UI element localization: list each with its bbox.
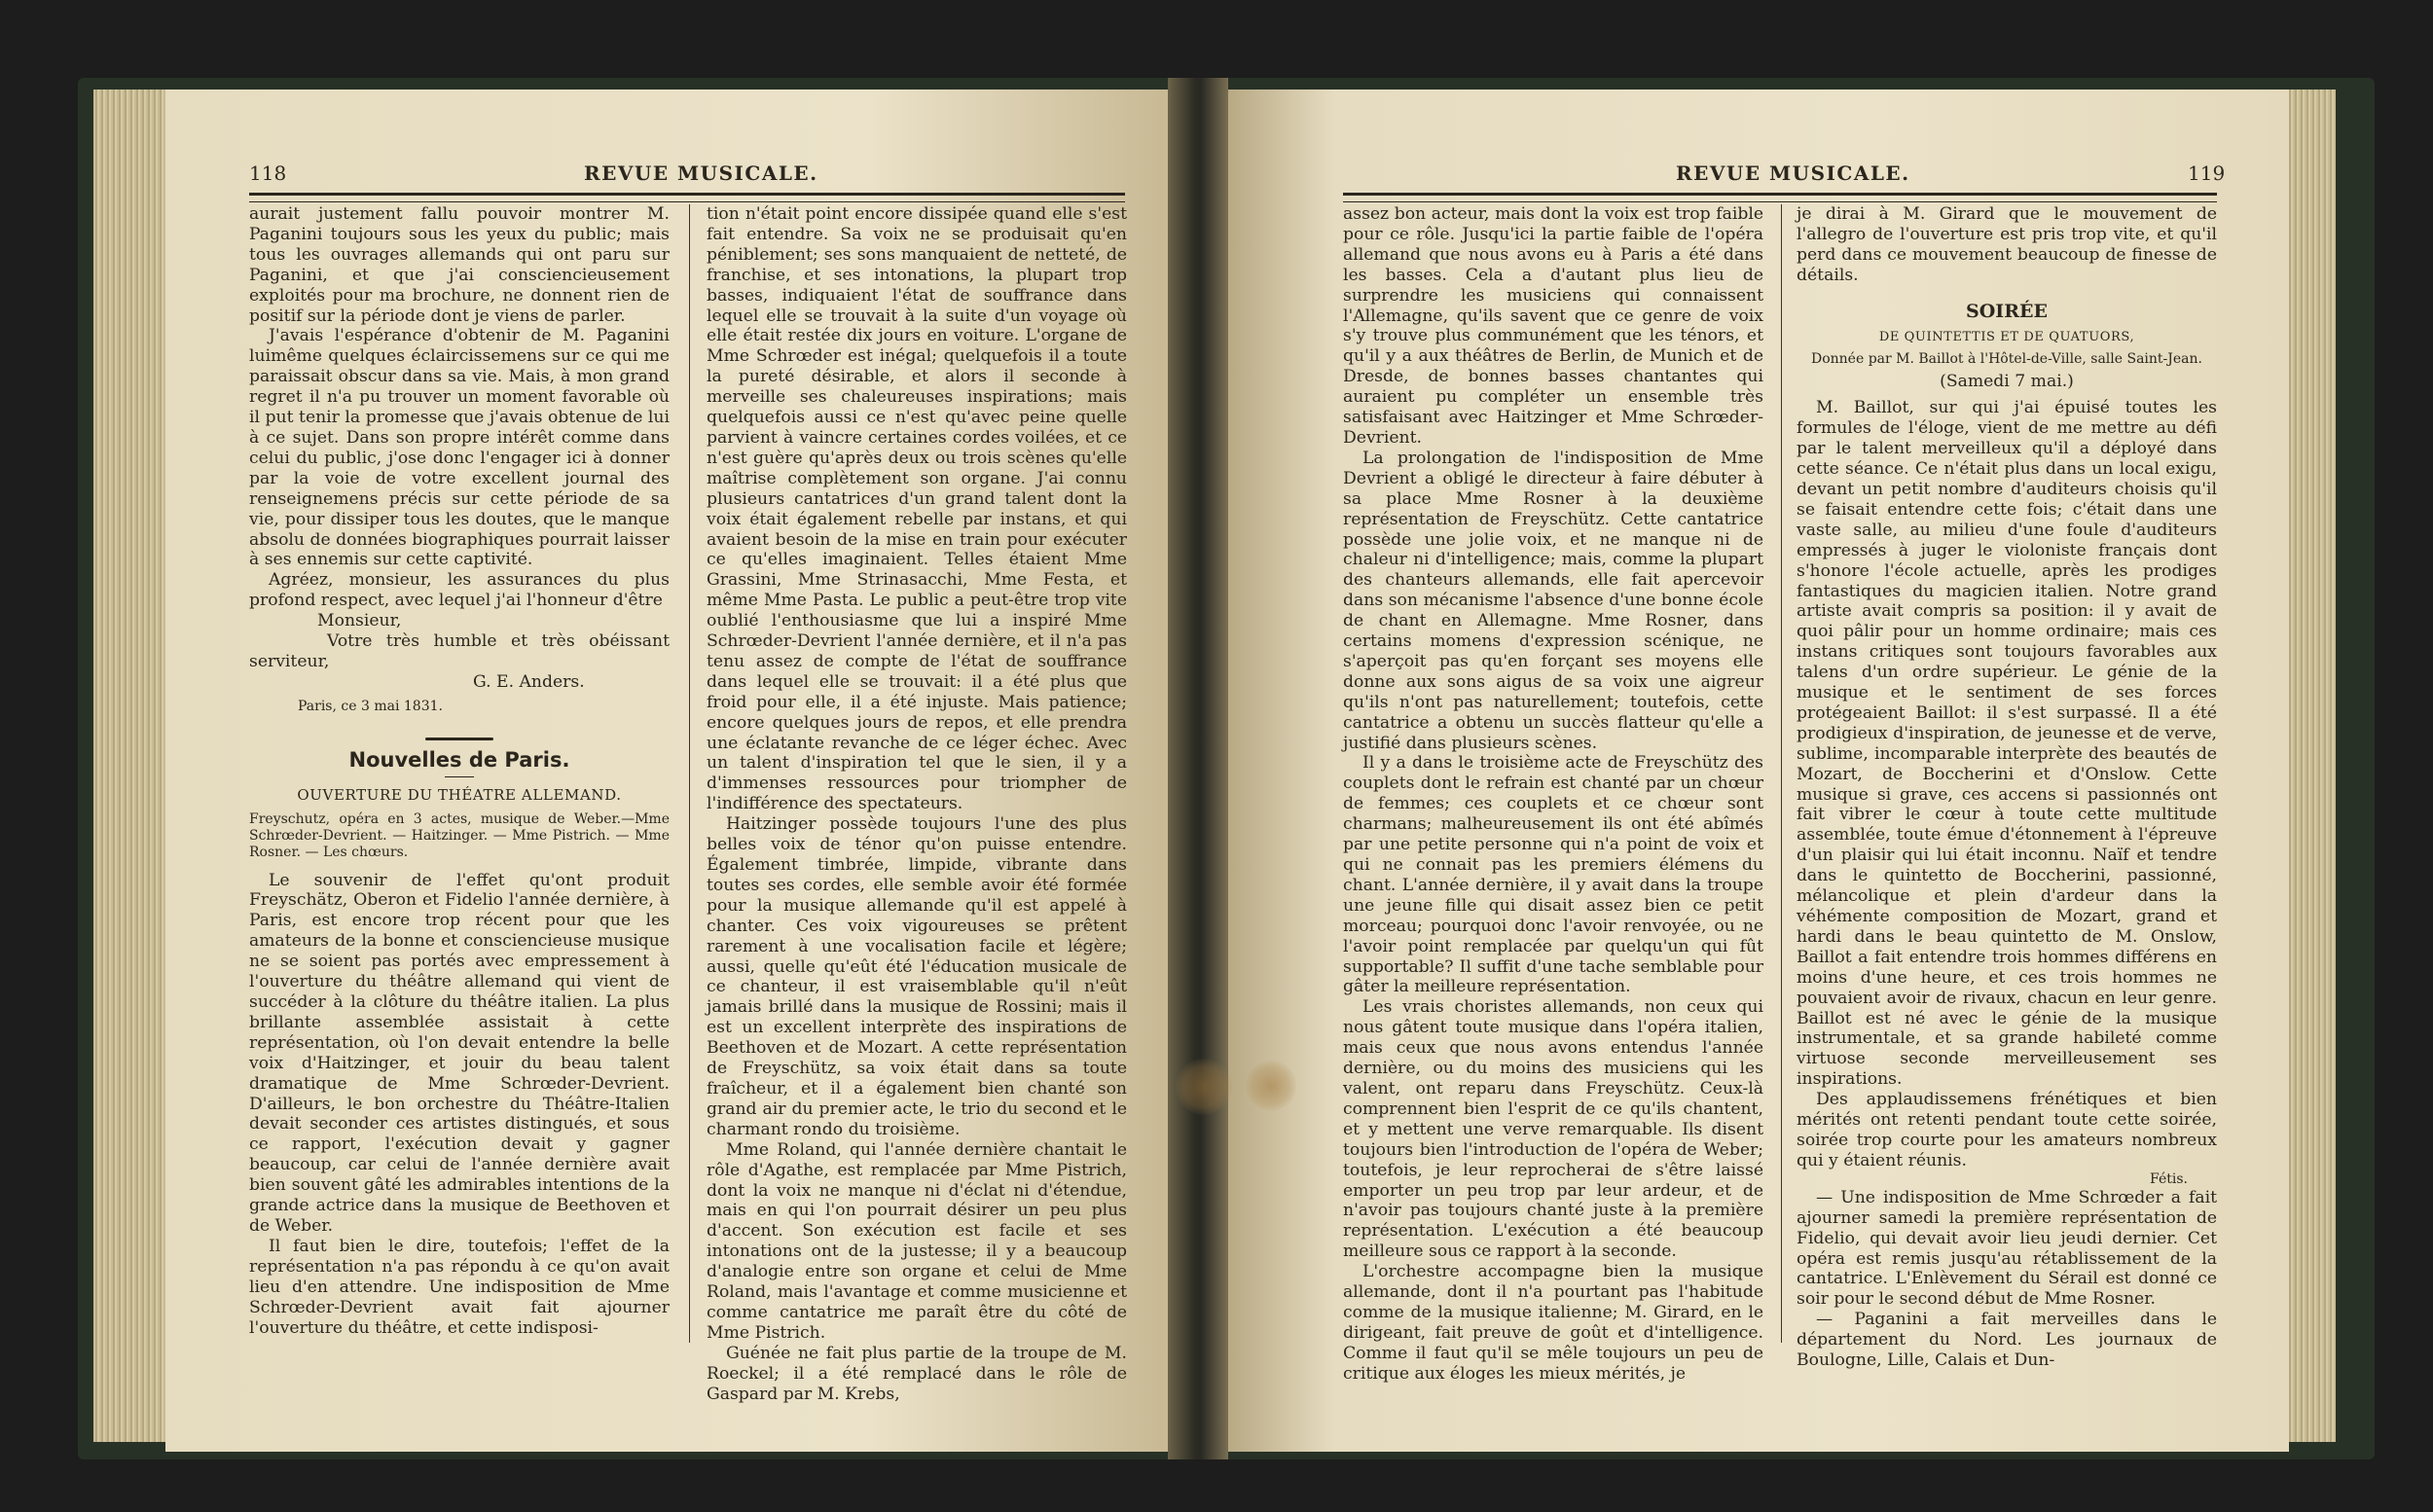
article-title: OUVERTURE DU THÉATRE ALLEMAND. [297,785,622,804]
paragraph: Haitzinger possède toujours l'une des plus belles voix de ténor qu'on puisse entendre. Également timbrée, limpide, vibrante dans toutes ses cordes, elle semble avoir été formée pour la musique allemande qu'il est appelé à chanter. Ces voix vigoureuses se prêtent rarement à une vocalisation facile et légère; aussi, quelle qu'eût été l'éducation musicale de ce chanteur, il est vraisemblable qu'il n'eût jamais brillé dans la musique de Rossini; mais il est un excellent interprète des inspirations de Beethoven et de Mozart. A cette représentation de Freyschütz, sa voix était dans sa toute fraîcheur, et il a également bien chanté son grand air du premier acte, le trio du second et le charmant rondo du troisième. [707,814,1127,1139]
header-rule-left [249,193,1125,202]
page-number-left: 118 [249,162,287,185]
right-page-column-2 [1797,204,2217,1371]
paragraph: je dirai à M. Girard que le mouvement de l'allegro de l'ouverture est pris trop vite, et qu'il perd dans ce mouvement beaucoup de finesse de détails. [1797,204,2217,285]
header-rule-right [1343,193,2217,202]
closing: Votre très humble et très obéissant serviteur, [249,631,670,671]
column-divider [1781,204,1782,1343]
paragraph: Mme Roland, qui l'année dernière chantait le rôle d'Agathe, est remplacée par Mme Pistrich, dont la voix ne manque ni d'éclat ni d'étendue, mais en qui l'on pourrait désirer un peu plus d'accent. Son exécution est facile et ses intonations ont de la justesse; il y a beaucoup d'analogie entre son organe et celui de Mme Roland, mais l'avantage et comme musicienne et comme cantatrice me paraît être du côté de Mme Pistrich. [707,1139,1127,1343]
paragraph: tion n'était point encore dissipée quand elle s'est fait entendre. Sa voix ne se produisait qu'en péniblement; ses sons manquaient de netteté, de franchise, et ses intonations, la plupart trop basses, indiquaient l'état de souffrance dans lequel elle se trouvait à la suite d'un voyage où elle était restée dix jours en voiture. L'organe de Mme Schrœder est inégal; quelquefois il a toute la pureté désirable, et alors il seconde à merveille ses chaleureuses inspirations; mais quelquefois aussi ce n'est qu'avec peine quelle parvient à vaincre certaines cordes voilées, et ce n'est guère qu'après deux ou trois scènes qu'elle maîtrise complètement son organe. J'ai connu plusieurs cantatrices d'un grand talent dont la voix était également rebelle par instans, et qui avaient besoin de la mise en train pour exécuter ce qu'elles imaginaient. Telles étaient Mme Grassini, Mme Strinasacchi, Mme Festa, et même Mme Pasta. Le public a peut-être trop vite oublié l'enthousiasme que lui a inspiré Mme Schrœder-Devrient l'année dernière, et il n'a pas tenu assez de compte de l'état de souffrance dans lequel elle se trouvait: il a été plus que froid pour elle, il a été injuste. Mais patience; encore quelques jours de repos, et elle prendra une éclatante revanche de ce léger échec. Avec un talent d'inspiration tel que le sien, il y a d'immenses ressources pour triompher de l'indifférence des spectateurs. [707,204,1127,814]
page-edges-left [93,90,165,1442]
paragraph: Le souvenir de l'effet qu'ont produit Freyschätz, Oberon et Fidelio l'année dernière, à Paris, est encore trop récent pour que les amateurs de la bonne et consciencieuse musique ne se soient pas portés avec empressement à l'ouverture du théâtre allemand qui vient de succéder à la clôture du théâtre italien. La plus brillante assemblée assistait à cette représentation, où l'on devait entendre la belle voix d'Haitzinger, et jouir du beau talent dramatique de Mme Schrœder-Devrient. D'ailleurs, le bon orchestre du Théâtre-Italien devait seconder ces artistes distingués, et sous ce rapport, l'exécution devait y gagner beaucoup, car celui de l'année dernière avait bien souvent gâté les admirables intentions de la grande actrice dans la musique de Beethoven et de Weber. [249,870,670,1236]
signature: G. E. Anders. [473,671,585,692]
paragraph: Des applaudissemens frénétiques et bien mérités ont retenti pendant toute cette soirée, soirée trop courte pour les amateurs nombreux qui y étaient réunis. [1797,1090,2217,1170]
section-heading: SOIRÉE [1966,300,2048,322]
cast-list: Freyschutz, opéra en 3 actes, musique de Weber.—Mme Schrœder-Devrient. — Haitzinger. — Mme Pistrich. — Mme Rosner. — Les chœurs. [249,810,670,860]
paragraph: assez bon acteur, mais dont la voix est trop faible pour ce rôle. Jusqu'ici la partie faible de l'opéra allemand que nous avons eu à Paris a été dans les basses. Cela a d'autant plus lieu de surprendre les musiciens qui connaissent l'Allemagne, qu'ils savent que ce genre de voix s'y trouve plus communément que les ténors, et qu'il y a aux théâtres de Berlin, de Munich et de Dresde, de bonnes basses chantantes qui auraient pu compléter un ensemble très satisfaisant avec Haitzinger et Mme Schrœder-Devrient. [1343,204,1763,448]
page-edges-right [2287,90,2336,1442]
paragraph: Agréez, monsieur, les assurances du plus profond respect, avec lequel j'ai l'honneur d'être [249,570,670,611]
right-page-column-1 [1343,204,1763,1385]
paragraph: — Une indisposition de Mme Schrœder a fait ajourner samedi la première représentation de Fidelio, qui devait avoir lieu jeudi dernier. Cet opéra est remis jusqu'au rétablissement de la cantatrice. L'Enlèvement du Sérail est donné ce soir pour le second début de Mme Rosner. [1797,1187,2217,1310]
given-by-line: Donnée par M. Baillot à l'Hôtel-de-Ville, salle Saint-Jean. [1810,351,2202,368]
left-page-column-1 [249,204,670,1338]
paragraph: Guénée ne fait plus partie de la troupe de M. Roeckel; il a été remplacé dans le rôle de Gaspard par M. Krebs, [707,1343,1127,1404]
ornament-divider [249,729,670,740]
paragraph: Il faut bien le dire, toutefois; l'effet de la représentation n'a pas répondu à ce qu'on avait lieu d'en attendre. Une indisposition de Mme Schrœder-Devrient avait fait ajourner l'ouverture du théâtre, et cette indisposi- [249,1236,670,1338]
paragraph: J'avais l'espérance d'obtenir de M. Paganini luimême quelques éclaircissemens sur ce qui me paraissait obscur dans sa vie. Mais, à mon grand regret il n'a pu trouver un moment favorable où il put tenir la promesse que j'avais obtenue de lui à ce sujet. Dans son propre intérêt comme dans celui du public, j'ose donc l'engager ici à donner par la voie de votre excellent journal des renseignemens précis sur cette période de sa vie, pour dissiper tous les doutes, que le manque absolu de données biographiques pourrait laisser à ses ennemis sur cette captivité. [249,326,670,570]
event-date: (Samedi 7 mai.) [1940,372,2074,392]
running-head-right: REVUE MUSICALE. [1676,162,1910,185]
paragraph: aurait justement fallu pouvoir montrer M. Paganini toujours sous les yeux du public; mais tous les ouvrages allemands qui ont paru sur Paganini, et que j'ai consciencieusement exploités pour ma brochure, ne donnent rien de positif sur la période dont je viens de parler. [249,204,670,326]
salutation: Monsieur, [317,611,402,631]
paragraph: M. Baillot, sur qui j'ai épuisé toutes les formules de l'éloge, vient de me mettre au défi par le talent merveilleux qu'il a déployé dans cette séance. Ce n'était plus dans un local exigu, devant un petit nombre d'auditeurs choisis qu'il se faisait entendre cette fois; c'était dans une vaste salle, au milieu d'une foule d'auditeurs empressés à juger le violoniste français dont s'honore l'école actuelle, après les prodiges fantastiques du magicien italien. Notre grand artiste avait compris sa position: il y avait de quoi pâlir pour un homme ordinaire; mais ces instans critiques sont toujours favorables aux talens d'un ordre supérieur. Le génie de la musique et le sentiment de ses forces protégeaient Baillot: il s'est surpassé. Il a été prodigieux d'inspiration, de jeunesse et de verve, sublime, incomparable interprète des beautés de Mozart, de Boccherini et d'Onslow. Cette musique si grave, ces accens si passionnés ont fait vibrer le cœur à toute cette multitude assemblée, toute émue d'étonnement à l'épreuve d'un plaisir qui lui était inconnu. Naïf et tendre dans le quintetto de Boccherini, passionné, mélancolique et plein d'ardeur dans la véhémente composition de Mozart, grand et hardi dans le beau quintetto de M. Onslow, Baillot a fait entendre trois hommes différens en moins d'une heure, et ces trois hommes ne pouvaient avoir de rivaux, chacun en leur genre. Baillot est né avec le génie de la musique instrumentale, et sa grande habileté comme virtuose seconde merveilleusement ses inspirations. [1797,398,2217,1090]
section-heading: Nouvelles de Paris. [348,747,570,772]
left-page-column-2 [707,204,1127,1404]
right-page [1228,90,2289,1452]
stain-mark [1176,1059,1232,1115]
signature: Fétis. [2150,1170,2188,1187]
book-gutter [1168,78,1228,1459]
paragraph: La prolongation de l'indisposition de Mme Devrient a obligé le directeur à faire débuter à sa place Mme Rosner à la deuxième représentation de Freyschütz. Cette cantatrice possède une jolie voix, et ne manque ni de chaleur ni d'intelligence; mais, comme la plupart des chanteurs allemands, elle fait apercevoir dans son mécanisme l'absence d'une bonne école de chant en Allemagne. Mme Rosner, dans certains momens d'expression scénique, ne s'aperçoit pas qu'en forçant ses moyens elle donne aux sons aigus de sa voix une aigreur qu'ils n'ont pas naturellement; toutefois, cette cantatrice a obtenu un succès flatteur qu'elle a justifié dans plusieurs scènes. [1343,448,1763,753]
article-subtitle: DE QUINTETTIS ET DE QUATUORS, [1878,329,2135,344]
dateline: Paris, ce 3 mai 1831. [298,698,443,714]
paragraph: L'orchestre accompagne bien la musique allemande, dont il n'a pourtant pas l'habitude comme de la musique italienne; M. Girard, en le dirigeant, fait preuve de goût et d'intelligence. Comme il faut qu'il se mêle toujours un peu de critique aux éloges les mieux mérités, je [1343,1262,1763,1384]
column-divider [689,204,690,1343]
short-rule [445,776,474,777]
page-number-right: 119 [2188,162,2226,185]
left-page [165,90,1170,1452]
paragraph: — Paganini a fait merveilles dans le département du Nord. Les journaux de Boulogne, Lille, Calais et Dun- [1797,1310,2217,1371]
running-head-left: REVUE MUSICALE. [584,162,818,185]
stain-mark [1246,1061,1296,1111]
paragraph: Les vrais choristes allemands, non ceux qui nous gâtent toute musique dans l'opéra italien, mais ceux que nous avons entendus l'année dernière, ou du moins des musiciens qui les valent, ont reparu dans Freyschütz. Ceux-là comprennent bien l'esprit de ce qu'ils chantent, et y mettent une verve remarquable. Ils disent toujours bien l'introduction de l'opéra de Weber; toutefois, je leur reprocherai de s'être laissé emporter un peu trop par leur ardeur, et de n'avoir pas toujours chanté juste à la première représentation. L'exécution a été beaucoup meilleure sous ce rapport à la seconde. [1343,997,1763,1262]
paragraph: Il y a dans le troisième acte de Freyschütz des couplets dont le refrain est chanté par un chœur de femmes; ces couplets et ce chœur sont charmans; malheureusement ils ont été abîmés par une petite personne qui n'a point de voix et qui ne connait pas les premiers élémens du chant. L'année dernière, il y avait dans la troupe une jeune fille qui disait assez bien ce petit morceau; pourquoi donc l'avoir renvoyée, ou ne l'avoir point remplacée par quelqu'un qui fût supportable? Il suffit d'une tache semblable pour gâter la meilleure représentation. [1343,753,1763,997]
